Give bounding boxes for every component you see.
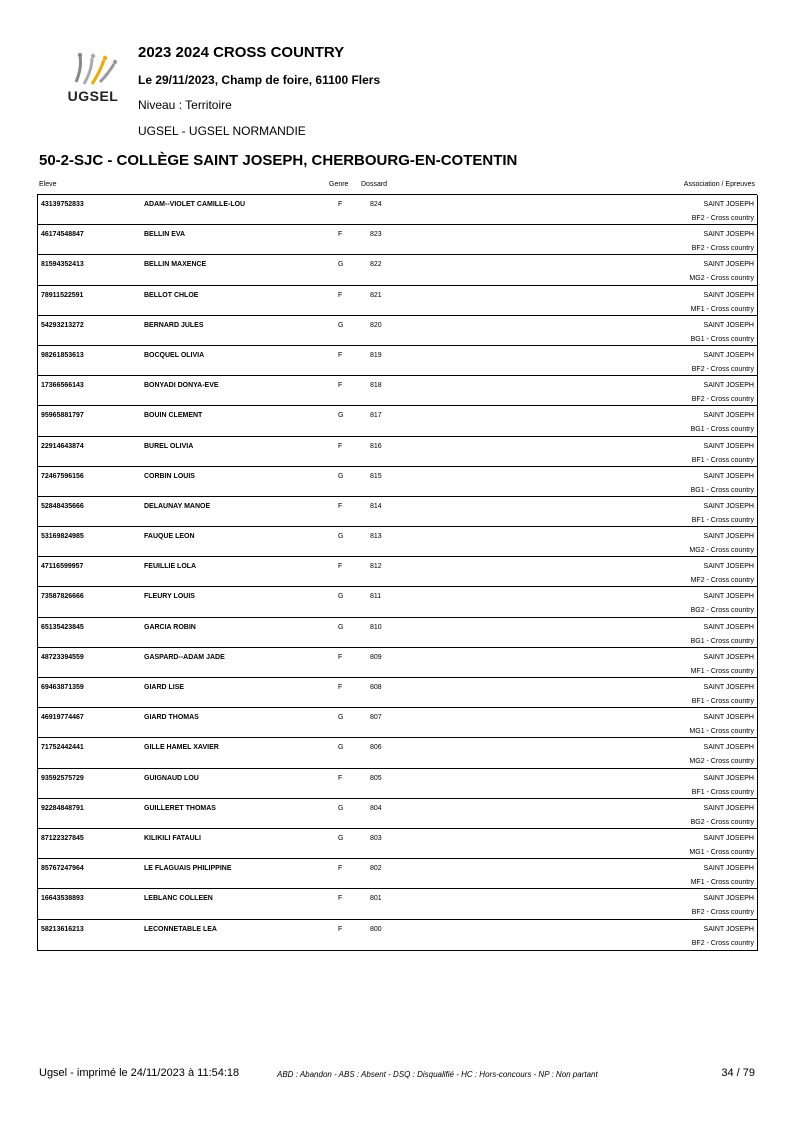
student-name: CORBIN LOUIS [144,472,195,480]
student-id: 22914643874 [41,442,84,450]
student-name: BERNARD JULES [144,321,204,329]
student-dossard: 811 [370,593,382,601]
student-name: GARCIA ROBIN [144,623,196,631]
student-id: 17366566143 [41,382,84,390]
student-name: GUILLERET THOMAS [144,804,216,812]
student-epreuve: BF2 - Cross country [691,245,754,253]
student-association: SAINT JOSEPH [703,533,754,541]
student-genre: G [338,714,344,722]
student-name: BELLOT CHLOE [144,291,199,299]
student-name: GIARD THOMAS [144,714,199,722]
table-row [38,467,757,497]
runners-logo-icon [62,52,124,88]
student-id: 54293213272 [41,321,84,329]
student-dossard: 823 [370,231,382,239]
student-name: GASPARD--ADAM JADE [144,653,225,661]
student-association: SAINT JOSEPH [703,472,754,480]
student-name: BOCQUEL OLIVIA [144,351,205,359]
table-row [38,316,757,346]
student-dossard: 815 [370,472,382,480]
student-id: 48723394559 [41,653,84,661]
student-dossard: 813 [370,533,382,541]
student-dossard: 822 [370,261,382,269]
student-association: SAINT JOSEPH [703,925,754,933]
table-row [38,859,757,889]
student-association: SAINT JOSEPH [703,231,754,239]
student-genre: G [338,593,344,601]
student-association: SAINT JOSEPH [703,442,754,450]
student-id: 65135423845 [41,623,84,631]
student-name: GUIGNAUD LOU [144,774,199,782]
student-association: SAINT JOSEPH [703,201,754,208]
student-dossard: 805 [370,774,382,782]
student-epreuve: MF1 - Cross country [690,879,754,887]
student-epreuve: MG2 - Cross country [689,547,754,555]
student-genre: F [338,291,343,299]
student-genre: F [338,774,343,782]
table-row [38,799,757,829]
student-association: SAINT JOSEPH [703,714,754,722]
student-epreuve: BG1 - Cross country [690,335,754,343]
student-genre: G [338,261,344,269]
student-epreuve: MG1 - Cross country [689,848,754,856]
student-epreuve: BF2 - Cross country [691,909,754,917]
student-genre: G [338,834,344,842]
table-row [38,557,757,587]
ugsel-logo [62,52,124,108]
student-id: 43139752833 [41,201,84,208]
student-name: BELLIN EVA [144,231,186,239]
student-genre: F [338,653,343,661]
student-name: GIARD LISE [144,684,185,691]
student-dossard: 824 [370,201,382,208]
student-dossard: 810 [370,623,382,631]
student-id: 85767247964 [41,865,84,873]
student-genre: G [338,804,344,812]
student-dossard: 818 [370,382,382,390]
student-association: SAINT JOSEPH [703,804,754,812]
student-id: 53169824985 [41,533,84,541]
student-genre: G [338,472,344,480]
student-id: 46919774467 [41,714,84,722]
table-row [38,648,757,678]
student-dossard: 808 [370,684,382,691]
student-epreuve: BG2 - Cross country [690,818,754,826]
student-genre: F [338,684,343,691]
student-epreuve: BF2 - Cross country [691,396,754,404]
student-id: 52848435666 [41,502,84,510]
table-row [38,437,757,467]
table-row [38,195,757,225]
table-header [37,174,757,195]
student-epreuve: BG2 - Cross country [690,607,754,615]
event-organisation: UGSEL - UGSEL NORMANDIE [138,124,306,138]
student-epreuve: BF1 - Cross country [691,698,754,705]
student-association: SAINT JOSEPH [703,321,754,329]
student-id: 78911522591 [41,291,84,299]
footer-printed: Ugsel - imprimé le 24/11/2023 à 11:54:18 [39,1067,240,1079]
col-association: Association / Epreuves [683,181,755,188]
student-dossard: 817 [370,412,382,420]
student-name: BONYADI DONYA-EVE [144,382,219,390]
student-id: 69463871359 [41,684,84,691]
student-dossard: 820 [370,321,382,329]
student-name: ADAM--VIOLET CAMILLE-LOU [144,201,246,208]
student-genre: F [338,895,343,903]
student-association: SAINT JOSEPH [703,502,754,510]
student-genre: F [338,351,343,359]
student-id: 87122327845 [41,834,84,842]
student-epreuve: BF2 - Cross country [691,215,754,222]
student-association: SAINT JOSEPH [703,412,754,420]
student-id: 46174548847 [41,231,84,239]
student-genre: G [338,321,344,329]
student-epreuve: BF2 - Cross country [691,365,754,373]
logo-text: UGSEL [67,88,119,104]
student-name: LECONNETABLE LEA [144,925,217,933]
student-association: SAINT JOSEPH [703,593,754,601]
student-dossard: 812 [370,563,382,571]
student-id: 95965881797 [41,412,84,420]
student-association: SAINT JOSEPH [703,291,754,299]
table-row [38,346,757,376]
table-row [38,225,757,255]
student-id: 93592575729 [41,774,84,782]
student-id: 81594352413 [41,261,84,269]
student-dossard: 821 [370,291,382,299]
student-dossard: 802 [370,865,382,873]
event-niveau: Niveau : Territoire [138,98,232,112]
table-row [38,678,757,708]
student-epreuve: MG2 - Cross country [689,758,754,766]
student-association: SAINT JOSEPH [703,895,754,903]
student-epreuve: BF2 - Cross country [691,939,754,947]
student-genre: F [338,382,343,390]
student-genre: F [338,231,343,239]
student-dossard: 819 [370,351,382,359]
student-name: BUREL OLIVIA [144,442,194,450]
student-genre: G [338,533,344,541]
student-epreuve: MF1 - Cross country [690,305,754,313]
table-row [38,829,757,859]
table-row [38,376,757,406]
student-epreuve: MG1 - Cross country [689,728,754,736]
col-eleve: Eleve [39,181,57,188]
table-row [38,527,757,557]
student-name: BELLIN MAXENCE [144,261,207,269]
student-epreuve: MF1 - Cross country [690,667,754,675]
table-row [38,708,757,738]
student-association: SAINT JOSEPH [703,382,754,390]
student-association: SAINT JOSEPH [703,774,754,782]
student-dossard: 814 [370,502,382,510]
student-name: GILLE HAMEL XAVIER [144,744,219,752]
student-epreuve: MG2 - Cross country [689,275,754,283]
table-row [38,497,757,527]
table-row [38,889,757,919]
student-id: 16643538893 [41,895,84,903]
table-row [38,618,757,648]
student-association: SAINT JOSEPH [703,653,754,661]
event-date-place: Le 29/11/2023, Champ de foire, 61100 Flers [138,73,381,87]
student-genre: F [338,201,343,208]
results-table [37,195,758,951]
student-epreuve: BG1 - Cross country [690,426,754,434]
student-association: SAINT JOSEPH [703,834,754,842]
student-association: SAINT JOSEPH [703,684,754,691]
student-epreuve: MF2 - Cross country [690,577,754,585]
student-genre: F [338,442,343,450]
table-row [38,769,757,799]
table-row [38,587,757,617]
student-association: SAINT JOSEPH [703,744,754,752]
table-row [38,920,757,950]
student-id: 92284848791 [41,804,84,812]
student-id: 98261853613 [41,351,84,359]
col-dossard: Dossard [361,181,388,188]
table-row [38,738,757,768]
student-genre: G [338,744,344,752]
student-name: KILIKILI FATAULI [144,834,201,842]
table-row [38,406,757,436]
student-genre: G [338,412,344,420]
student-name: DELAUNAY MANOE [144,502,211,510]
student-name: LE FLAGUAIS PHILIPPINE [144,865,232,873]
student-dossard: 816 [370,442,382,450]
student-id: 73587826666 [41,593,84,601]
student-genre: G [338,623,344,631]
student-dossard: 807 [370,714,382,722]
student-epreuve: BF1 - Cross country [691,456,754,464]
student-epreuve: BG1 - Cross country [690,637,754,645]
student-association: SAINT JOSEPH [703,351,754,359]
student-name: LEBLANC COLLEEN [144,895,213,903]
student-association: SAINT JOSEPH [703,865,754,873]
table-row [38,255,757,285]
student-association: SAINT JOSEPH [703,623,754,631]
student-name: FLEURY LOUIS [144,593,195,601]
student-name: FEUILLIE LOLA [144,563,197,571]
student-name: BOUIN CLEMENT [144,412,203,420]
event-title: 2023 2024 CROSS COUNTRY [138,44,345,61]
student-genre: F [338,925,343,933]
student-id: 47116599957 [41,563,84,571]
table-row [38,286,757,316]
student-association: SAINT JOSEPH [703,563,754,571]
student-genre: F [338,865,343,873]
student-epreuve: BF1 - Cross country [691,516,754,524]
student-id: 58213616213 [41,925,84,933]
student-dossard: 806 [370,744,382,752]
student-epreuve: BG1 - Cross country [690,486,754,494]
student-id: 71752442441 [41,744,84,752]
student-genre: F [338,563,343,571]
student-dossard: 801 [370,895,382,903]
col-genre: Genre [329,181,349,188]
school-title: 50-2-SJC - COLLÈGE SAINT JOSEPH, CHERBOURG-EN-COTENTIN [39,152,518,169]
student-association: SAINT JOSEPH [703,261,754,269]
student-genre: F [338,502,343,510]
student-dossard: 803 [370,834,382,842]
student-dossard: 800 [370,925,382,933]
footer-legend: ABD : Abandon - ABS : Absent - DSQ : Disqualifié - HC : Hors-concours - NP : Non partant [277,1070,598,1079]
student-epreuve: BF1 - Cross country [691,788,754,796]
footer-page: 34 / 79 [721,1067,755,1079]
student-name: FAUQUE LEON [144,533,195,541]
student-dossard: 804 [370,804,382,812]
student-id: 72467596156 [41,472,84,480]
student-dossard: 809 [370,653,382,661]
